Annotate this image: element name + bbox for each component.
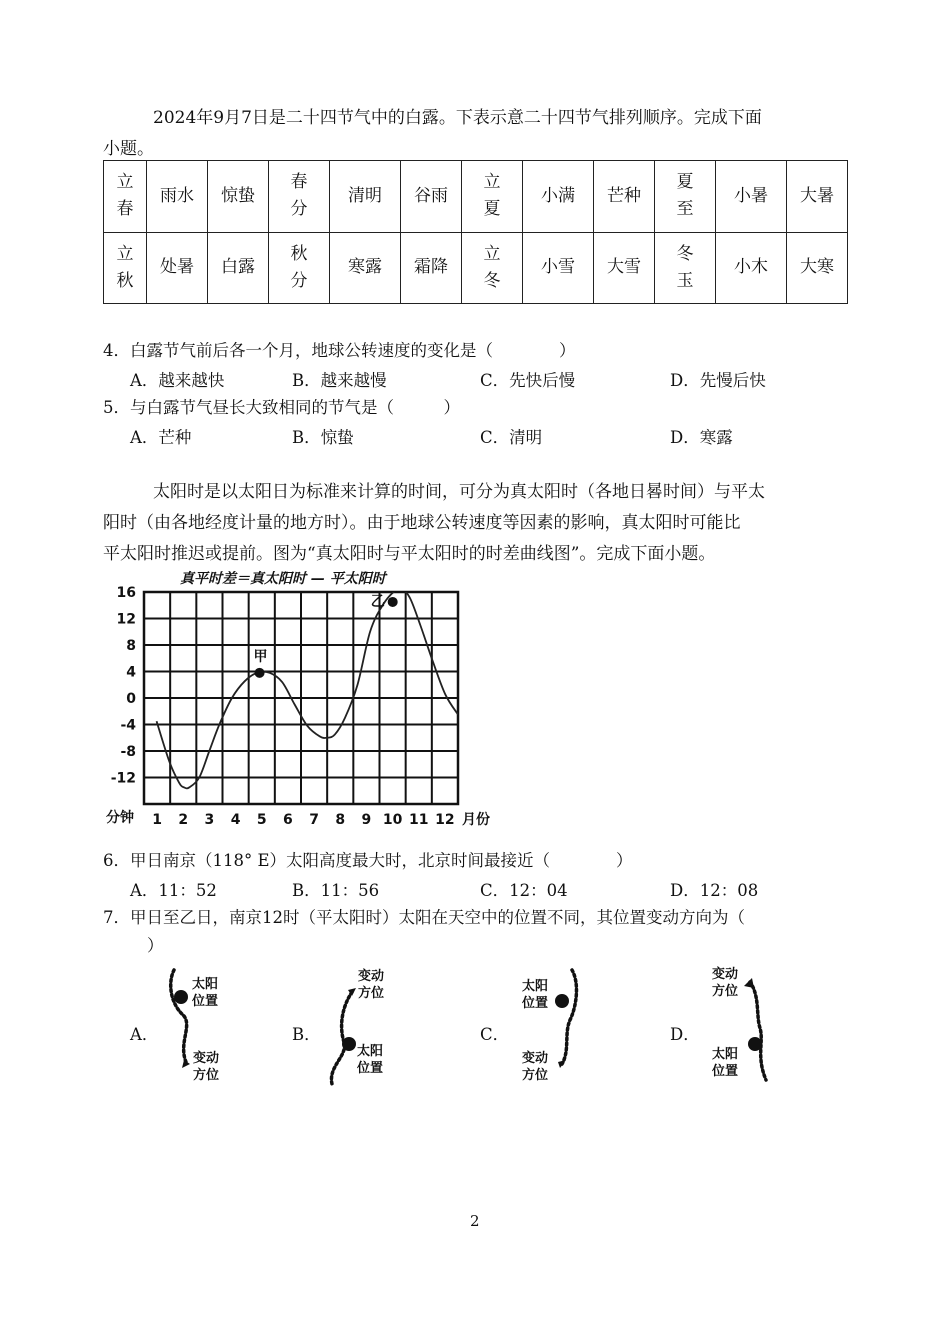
option-d-label: D． <box>670 1025 700 1044</box>
option-a-label: A． <box>130 1025 159 1044</box>
question-stem: 7．甲日至乙日，南京12时（平太阳时）太阳在天空中的位置不同，其位置变动方向为（ <box>103 908 745 927</box>
question-stem: 4．白露节气前后各一个月，地球公转速度的变化是（ ） <box>103 341 576 360</box>
option-b: B．11：56 <box>292 881 380 900</box>
option-d: D．12：08 <box>670 881 759 900</box>
y-tick-label: 4 <box>126 664 136 681</box>
sun-marker <box>748 1037 762 1051</box>
option-d: D．先慢后快 <box>670 371 766 390</box>
question-4 <box>103 337 576 365</box>
table-cell: 春 分 <box>269 161 330 233</box>
y-tick-label: -8 <box>120 744 136 760</box>
y-tick-label: 16 <box>116 585 136 601</box>
table-cell: 大暑 <box>787 161 848 233</box>
table-cell: 雨水 <box>147 161 208 233</box>
x-axis-label: 月份 <box>462 812 490 828</box>
sun-marker <box>342 1037 356 1051</box>
question-stem: 6．甲日南京（118° E）太阳高度最大时，北京时间最接近（ ） <box>103 851 633 870</box>
option-b: B．惊蛰 <box>292 428 354 447</box>
table-cell: 大寒 <box>787 232 848 304</box>
page-number: 2 <box>470 1212 480 1230</box>
intro-line: 2024年9月7日是二十四节气中的白露。下表示意二十四节气排列顺序。完成下面 <box>153 108 762 128</box>
table-cell: 小满 <box>523 161 594 233</box>
table-cell: 大雪 <box>594 232 655 304</box>
table-cell: 芒种 <box>594 161 655 233</box>
table-cell: 白露 <box>208 232 269 304</box>
table-row <box>104 232 848 304</box>
move-direction-label: 变动 方位 <box>522 1051 549 1083</box>
option-c: C．12：04 <box>480 881 568 900</box>
sun-marker <box>555 994 569 1008</box>
y-tick-label: 12 <box>116 611 136 628</box>
x-tick-label: 9 <box>361 812 372 828</box>
dotted-path <box>750 982 766 1080</box>
table-cell: 谷雨 <box>401 161 462 233</box>
equation-of-time-chart <box>102 566 502 844</box>
x-tick-label: 4 <box>230 812 241 828</box>
question-5 <box>103 394 460 422</box>
table-cell: 小雪 <box>523 232 594 304</box>
move-direction-label: 变动 方位 <box>193 1051 220 1083</box>
x-tick-label: 7 <box>309 812 319 828</box>
arrow-icon <box>558 1060 566 1068</box>
table-cell: 小暑 <box>716 161 787 233</box>
table-cell: 立 夏 <box>462 161 523 233</box>
x-tick-label: 11 <box>409 812 429 828</box>
option-a: A．芒种 <box>130 428 192 447</box>
sun-marker <box>174 990 188 1004</box>
option-c: C．清明 <box>480 428 543 447</box>
dotted-path <box>562 970 576 1064</box>
question-stem: 5．与白露节气昼长大致相同的节气是（ ） <box>103 398 460 417</box>
solar-terms-table <box>103 160 848 304</box>
option-c-label: C． <box>480 1025 510 1044</box>
table-cell: 惊蛰 <box>208 161 269 233</box>
intro-paragraph-1 <box>103 103 863 165</box>
y-tick-label: 0 <box>126 691 136 707</box>
table-cell: 冬 玉 <box>655 232 716 304</box>
chart-title: 真平时差＝真太阳时 — 平太阳时 <box>180 571 386 587</box>
table-cell: 立 春 <box>104 161 147 233</box>
table-cell: 夏 至 <box>655 161 716 233</box>
option-a: A．11：52 <box>130 881 217 900</box>
table-cell: 立 冬 <box>462 232 523 304</box>
move-direction-label: 变动 方位 <box>358 969 385 1001</box>
x-tick-label: 12 <box>435 812 455 828</box>
sun-position-label: 太阳 位置 <box>522 979 549 1011</box>
option-a: A．越来越快 <box>130 371 225 390</box>
move-direction-label: 变动 方位 <box>712 967 739 999</box>
intro-paragraph-2 <box>103 477 863 570</box>
x-tick-label: 8 <box>335 812 346 828</box>
x-tick-label: 5 <box>256 812 267 828</box>
table-cell: 寒露 <box>330 232 401 304</box>
diagram-c <box>540 964 600 1076</box>
table-cell: 小木 <box>716 232 787 304</box>
x-tick-label: 10 <box>382 812 403 828</box>
annotation-label: 甲 <box>253 648 268 665</box>
intro-line: 阳时（由各地经度计量的地方时）。由于地球公转速度等因素的影响，真太阳时可能比 <box>103 513 741 533</box>
diagram-d <box>738 976 788 1088</box>
option-d: D．寒露 <box>670 428 733 447</box>
question-6 <box>103 847 633 875</box>
table-cell: 清明 <box>330 161 401 233</box>
annotation-point <box>388 597 398 607</box>
question-stem-cont: ） <box>147 936 164 955</box>
sun-position-label: 太阳 位置 <box>357 1044 384 1076</box>
table-cell: 霜降 <box>401 232 462 304</box>
sun-position-label: 太阳 位置 <box>192 977 219 1009</box>
table-cell: 立 秋 <box>104 232 147 304</box>
option-b-label: B． <box>292 1025 321 1044</box>
question-7 <box>103 904 863 960</box>
sun-position-label: 太阳 位置 <box>712 1047 739 1079</box>
y-axis-label: 分钟 <box>106 810 134 826</box>
y-tick-label: 8 <box>126 638 136 654</box>
x-tick-label: 2 <box>178 812 189 828</box>
y-tick-label: -4 <box>120 717 136 734</box>
x-tick-label: 6 <box>283 812 293 828</box>
intro-line: 太阳时是以太阳日为标准来计算的时间，可分为真太阳时（各地日晷时间）与平太 <box>153 482 765 502</box>
option-b: B．越来越慢 <box>292 371 387 390</box>
x-tick-label: 1 <box>152 812 162 828</box>
table-cell: 秋 分 <box>269 232 330 304</box>
x-tick-label: 3 <box>204 812 215 828</box>
arrow-icon <box>744 978 754 988</box>
table-cell: 处暑 <box>147 232 208 304</box>
table-row <box>104 161 848 233</box>
intro-line: 平太阳时推迟或提前。图为“真太阳时与平太阳时的时差曲线图”。完成下面小题。 <box>103 544 716 564</box>
dotted-path <box>171 970 187 1062</box>
option-c: C．先快后慢 <box>480 371 576 390</box>
annotation-point <box>255 668 265 678</box>
annotation-label: 乙 <box>370 593 385 610</box>
intro-line: 小题。 <box>103 139 154 159</box>
y-tick-label: -12 <box>110 770 136 787</box>
